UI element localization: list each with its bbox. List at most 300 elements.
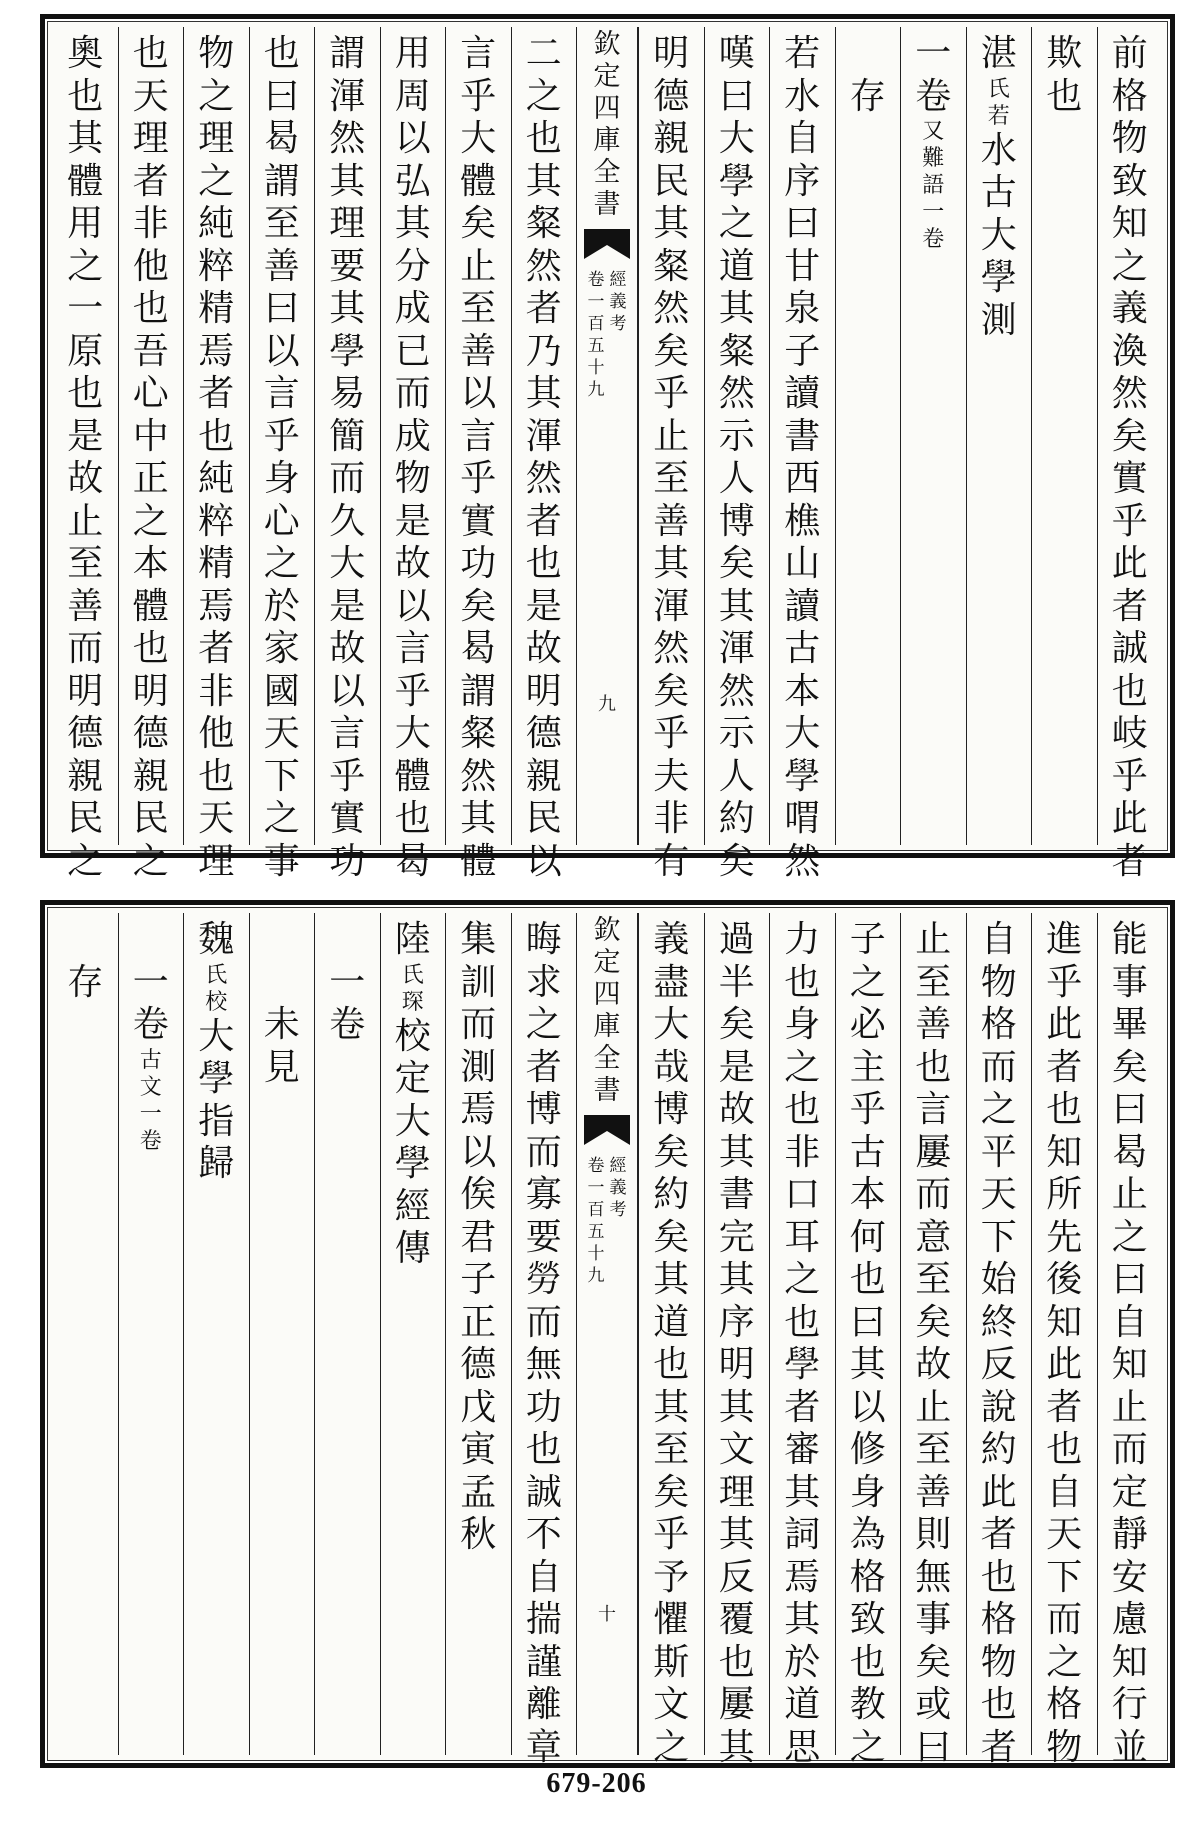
glyph: 本 [849, 1174, 886, 1215]
glyph: 欽 [593, 915, 621, 946]
glyph: 詞 [784, 1514, 821, 1555]
glyph: 精 [198, 543, 235, 584]
glyph: 非 [198, 670, 235, 712]
glyph: 以 [394, 118, 431, 159]
glyph: 其 [784, 1599, 821, 1640]
glyph: 也 [718, 1641, 755, 1683]
glyph: 存 [849, 75, 886, 117]
glyph: 功 [460, 543, 497, 584]
glyph: 也 [784, 1089, 821, 1130]
glyph: 其 [329, 288, 366, 329]
glyph: 此 [980, 1471, 1017, 1513]
glyph: 訓 [460, 961, 497, 1003]
glyph: 其 [849, 1344, 886, 1385]
glyph: 此 [1046, 1004, 1083, 1045]
glyph: 渾 [653, 585, 690, 627]
glyph: 傳 [394, 1228, 431, 1269]
glyph: 卷 [139, 1128, 162, 1154]
glyph: 之 [198, 75, 235, 117]
glyph: 以 [263, 330, 300, 372]
glyph: 言 [915, 1089, 952, 1130]
glyph: 也 [784, 1301, 821, 1343]
glyph: 誠 [1111, 628, 1148, 669]
text-column [704, 913, 770, 1768]
glyph: 全 [593, 1043, 621, 1074]
center-fold-strip [576, 913, 638, 1755]
glyph: 民 [653, 160, 690, 202]
glyph: 定 [593, 947, 621, 978]
glyph: 孟 [460, 1471, 497, 1513]
glyph: 一 [587, 1178, 605, 1198]
glyph: 水 [980, 129, 1017, 171]
glyph: 意 [915, 1216, 952, 1258]
column-text [1042, 33, 1086, 118]
glyph: 前 [1111, 33, 1148, 74]
glyph: 奧 [67, 33, 104, 74]
glyph: 也 [198, 415, 235, 457]
glyph: 屢 [915, 1131, 952, 1173]
glyph: 之 [67, 840, 104, 882]
glyph: 四 [593, 979, 621, 1010]
glyph: 君 [460, 1216, 497, 1258]
glyph: 測 [980, 299, 1017, 341]
glyph: 也 [67, 373, 104, 414]
glyph: 純 [198, 458, 235, 499]
glyph: 也 [980, 1684, 1017, 1725]
glyph: 至 [67, 543, 104, 584]
column-text [1108, 33, 1152, 883]
glyph: 示 [718, 415, 755, 457]
glyph: 而 [915, 1174, 952, 1215]
collection-title [590, 29, 624, 221]
glyph: 非 [653, 798, 690, 839]
glyph: 粲 [460, 713, 497, 754]
top-page [40, 14, 1175, 882]
glyph: 成 [394, 288, 431, 329]
text-column [835, 913, 901, 1768]
fishtail-mark-icon [584, 229, 630, 259]
glyph: 卷 [587, 1156, 605, 1176]
glyph: 心 [263, 500, 300, 542]
glyph: 大 [653, 1004, 690, 1045]
glyph: 曷 [263, 118, 300, 159]
book-meta [586, 269, 628, 401]
glyph: 德 [653, 75, 690, 117]
glyph: 是 [67, 415, 104, 457]
glyph: 測 [460, 1046, 497, 1088]
glyph: 其 [394, 203, 431, 244]
glyph: 故 [718, 1089, 755, 1130]
glyph: 十 [598, 1604, 616, 1625]
glyph: 九 [587, 1266, 605, 1286]
glyph: 知 [1111, 1641, 1148, 1683]
glyph: 以 [329, 670, 366, 712]
glyph: 自 [980, 919, 1017, 960]
glyph: 以 [460, 373, 497, 414]
glyph: 而 [1111, 1429, 1148, 1470]
glyph: 博 [525, 1089, 562, 1130]
bottom-page-columns [53, 913, 1162, 1768]
glyph: 反 [718, 1556, 755, 1598]
glyph: 力 [784, 919, 821, 960]
glyph: 一 [587, 292, 605, 312]
glyph: 親 [525, 755, 562, 797]
glyph: 卷 [132, 1004, 169, 1045]
glyph: 知 [1111, 1344, 1148, 1385]
glyph: 知 [1046, 1301, 1083, 1343]
glyph: 其 [329, 160, 366, 202]
column-text [977, 919, 1021, 1769]
glyph: 無 [525, 1344, 562, 1385]
glyph: 主 [849, 1046, 886, 1088]
glyph: 其 [718, 1259, 755, 1300]
glyph: 國 [263, 670, 300, 712]
glyph: 然 [525, 458, 562, 499]
glyph: 粹 [198, 245, 235, 287]
glyph: 民 [525, 798, 562, 839]
glyph: 泉 [784, 288, 821, 329]
glyph: 不 [525, 1514, 562, 1555]
glyph: 大 [198, 1015, 235, 1057]
glyph: 有 [653, 840, 690, 882]
glyph: 曷 [1111, 1131, 1148, 1173]
glyph: 至 [653, 1429, 690, 1470]
glyph: 一 [67, 288, 104, 329]
glyph: 始 [980, 1259, 1017, 1300]
glyph: 勞 [525, 1259, 562, 1300]
glyph: 於 [784, 1641, 821, 1683]
glyph: 至 [263, 203, 300, 244]
glyph: 然 [784, 840, 821, 882]
glyph: 善 [915, 1004, 952, 1045]
glyph: 予 [653, 1556, 690, 1598]
glyph: 乎 [653, 713, 690, 754]
glyph: 考 [609, 1200, 627, 1220]
glyph: 其 [653, 1259, 690, 1300]
glyph: 善 [915, 1471, 952, 1513]
glyph: 正 [460, 1301, 497, 1343]
glyph: 也 [653, 1344, 690, 1385]
glyph: 謂 [329, 33, 366, 74]
glyph: 止 [67, 500, 104, 542]
glyph: 也 [132, 288, 169, 329]
glyph: 而 [394, 373, 431, 414]
glyph: 者 [525, 500, 562, 542]
glyph: 事 [263, 840, 300, 882]
glyph: 約 [653, 1174, 690, 1215]
glyph: 其 [784, 1471, 821, 1513]
glyph: 此 [1046, 1344, 1083, 1385]
column-text [260, 919, 304, 1089]
text-column [380, 27, 446, 882]
glyph: 格 [1046, 1684, 1083, 1725]
glyph: 者 [132, 160, 169, 202]
glyph: 也 [525, 543, 562, 584]
text-column [183, 27, 249, 882]
glyph: 反 [980, 1344, 1017, 1385]
glyph: 渙 [1111, 330, 1148, 372]
glyph: 說 [980, 1386, 1017, 1428]
text-column [314, 913, 380, 1755]
text-column [769, 913, 835, 1768]
glyph: 西 [784, 458, 821, 499]
glyph: 指 [198, 1100, 235, 1142]
glyph: 體 [67, 160, 104, 202]
volume-label [586, 1155, 606, 1287]
glyph: 身 [784, 1004, 821, 1045]
glyph: 渾 [525, 415, 562, 457]
glyph: 故 [525, 628, 562, 669]
glyph: 此 [1111, 543, 1148, 584]
glyph: 魏 [198, 919, 235, 960]
glyph: 然 [653, 288, 690, 329]
glyph: 於 [263, 585, 300, 627]
glyph: 誠 [525, 1471, 562, 1513]
glyph: 言 [460, 415, 497, 457]
glyph: 畢 [1111, 1004, 1148, 1045]
column-text [649, 33, 693, 883]
glyph: 義 [609, 1178, 627, 1198]
glyph: 考 [609, 314, 627, 334]
glyph: 身 [263, 458, 300, 499]
glyph: 事 [915, 1599, 952, 1640]
glyph: 本 [784, 670, 821, 712]
text-column [1097, 913, 1163, 1768]
glyph: 博 [653, 1089, 690, 1130]
glyph: 親 [132, 755, 169, 797]
glyph: 義 [609, 292, 627, 312]
collection-title [590, 915, 624, 1107]
text-column [53, 913, 118, 1755]
glyph: 之 [1111, 1216, 1148, 1258]
glyph: 德 [525, 713, 562, 754]
glyph: 卷 [915, 75, 952, 117]
glyph: 止 [1111, 1174, 1148, 1215]
glyph: 民 [132, 798, 169, 839]
glyph: 大 [980, 214, 1017, 256]
column-text [391, 919, 435, 1271]
glyph: 者 [1046, 1046, 1083, 1088]
glyph: 若 [784, 33, 821, 74]
glyph: 庫 [593, 125, 621, 156]
glyph: 或 [915, 1684, 952, 1725]
glyph: 大 [394, 713, 431, 754]
glyph: 乎 [263, 415, 300, 457]
glyph: 文 [653, 1684, 690, 1725]
glyph: 一 [922, 200, 945, 225]
column-text [846, 919, 890, 1769]
glyph: 知 [1046, 1131, 1083, 1173]
glyph: 言 [329, 713, 366, 754]
column-text [522, 33, 566, 883]
glyph: 博 [718, 500, 755, 542]
glyph: 書 [593, 189, 621, 220]
glyph: 之 [1111, 245, 1148, 287]
glyph: 止 [915, 1386, 952, 1428]
glyph: 文 [718, 1429, 755, 1470]
glyph: 五 [587, 336, 605, 356]
glyph: 也 [525, 118, 562, 159]
glyph: 矣 [915, 1641, 952, 1683]
glyph: 章 [525, 1726, 562, 1768]
glyph: 之 [849, 1726, 886, 1768]
glyph: 晦 [525, 919, 562, 960]
text-column [638, 27, 704, 882]
glyph: 未 [263, 1004, 300, 1045]
column-text [325, 919, 369, 1047]
glyph: 是 [718, 1046, 755, 1088]
glyph: 簡 [329, 415, 366, 457]
column-text [1042, 919, 1086, 1769]
glyph: 離 [525, 1684, 562, 1725]
glyph: 致 [1111, 160, 1148, 202]
glyph: 甘 [784, 245, 821, 287]
glyph: 以 [849, 1386, 886, 1428]
glyph: 理 [198, 840, 235, 882]
glyph: 大 [394, 1100, 431, 1142]
text-column [53, 27, 118, 882]
glyph: 歸 [198, 1143, 235, 1184]
glyph: 至 [915, 1429, 952, 1470]
glyph: 焉 [198, 585, 235, 627]
glyph: 曰 [263, 288, 300, 329]
glyph: 乎 [1111, 755, 1148, 797]
glyph: 乎 [1111, 500, 1148, 542]
glyph: 人 [718, 755, 755, 797]
glyph: 曰 [1111, 1089, 1148, 1130]
glyph: 道 [653, 1301, 690, 1343]
glyph: 約 [718, 798, 755, 839]
glyph: 之 [263, 543, 300, 584]
glyph: 已 [394, 330, 431, 372]
leaf-number [597, 1605, 617, 1625]
glyph: 乎 [1046, 961, 1083, 1003]
text-column [183, 913, 249, 1755]
column-text [129, 33, 173, 883]
glyph: 也 [1046, 1089, 1083, 1130]
page-number: 679-206 [546, 1768, 647, 1799]
glyph: 十 [587, 1244, 605, 1264]
glyph: 明 [132, 670, 169, 712]
glyph: 一 [915, 33, 952, 74]
glyph: 然 [1111, 373, 1148, 414]
glyph: 乎 [460, 458, 497, 499]
text-column [1031, 27, 1097, 845]
glyph: 故 [394, 543, 431, 584]
glyph: 粲 [525, 203, 562, 244]
glyph: 純 [198, 203, 235, 244]
glyph: 物 [980, 1641, 1017, 1683]
glyph: 哉 [653, 1046, 690, 1088]
glyph: 家 [263, 628, 300, 669]
glyph: 者 [980, 1726, 1017, 1768]
glyph: 九 [587, 380, 605, 400]
glyph: 琛 [401, 989, 424, 1015]
glyph: 然 [718, 670, 755, 712]
glyph: 完 [718, 1216, 755, 1258]
glyph: 而 [525, 1131, 562, 1173]
glyph: 審 [784, 1429, 821, 1470]
glyph: 之 [718, 203, 755, 244]
glyph: 靜 [1111, 1514, 1148, 1555]
text-column [1097, 27, 1163, 882]
glyph: 耳 [784, 1216, 821, 1258]
glyph: 他 [132, 245, 169, 287]
glyph: 乎 [849, 1089, 886, 1130]
glyph: 道 [718, 245, 755, 287]
glyph: 體 [460, 840, 497, 882]
glyph: 子 [784, 330, 821, 372]
glyph: 古 [784, 628, 821, 669]
glyph: 周 [394, 75, 431, 117]
glyph: 大 [718, 118, 755, 159]
column-text [780, 33, 824, 883]
glyph: 下 [980, 1216, 1017, 1258]
glyph: 止 [653, 415, 690, 457]
glyph: 故 [67, 458, 104, 499]
glyph: 非 [784, 1131, 821, 1173]
glyph: 自 [1111, 1301, 1148, 1343]
glyph: 之 [849, 961, 886, 1003]
glyph: 乎 [394, 670, 431, 712]
glyph: 原 [67, 330, 104, 372]
text-column [380, 913, 446, 1755]
glyph: 精 [198, 288, 235, 329]
glyph: 然 [653, 628, 690, 669]
text-column [511, 27, 577, 882]
glyph: 渾 [329, 75, 366, 117]
book-title [608, 1155, 628, 1287]
glyph: 其 [67, 118, 104, 159]
fishtail-mark-icon [584, 1115, 630, 1145]
glyph: 定 [593, 61, 621, 92]
glyph: 格 [1111, 75, 1148, 117]
glyph: 求 [525, 961, 562, 1003]
glyph: 也 [67, 75, 104, 117]
column-text [63, 919, 107, 1004]
glyph: 何 [849, 1216, 886, 1258]
glyph: 曰 [784, 203, 821, 244]
glyph: 吾 [132, 330, 169, 372]
glyph: 俟 [460, 1174, 497, 1215]
glyph: 一 [139, 1101, 162, 1127]
glyph: 過 [718, 919, 755, 960]
glyph: 覆 [718, 1599, 755, 1640]
glyph: 盡 [653, 961, 690, 1003]
text-column [900, 913, 966, 1768]
glyph: 矣 [653, 1471, 690, 1513]
glyph: 分 [394, 245, 431, 287]
glyph: 見 [263, 1046, 300, 1088]
glyph: 矣 [1111, 1046, 1148, 1088]
glyph: 天 [132, 75, 169, 117]
text-column [966, 913, 1032, 1768]
book-meta [586, 1155, 628, 1287]
glyph: 岐 [1111, 713, 1148, 754]
column-text [456, 33, 500, 883]
glyph: 善 [460, 330, 497, 372]
glyph: 者 [1111, 585, 1148, 627]
glyph: 要 [525, 1216, 562, 1258]
glyph: 經 [394, 1185, 431, 1227]
glyph: 寡 [525, 1174, 562, 1215]
text-column [835, 27, 901, 845]
glyph: 久 [329, 500, 366, 542]
glyph: 粲 [718, 330, 755, 372]
text-column [1031, 913, 1097, 1768]
text-column [118, 27, 184, 882]
glyph: 揣 [525, 1599, 562, 1640]
